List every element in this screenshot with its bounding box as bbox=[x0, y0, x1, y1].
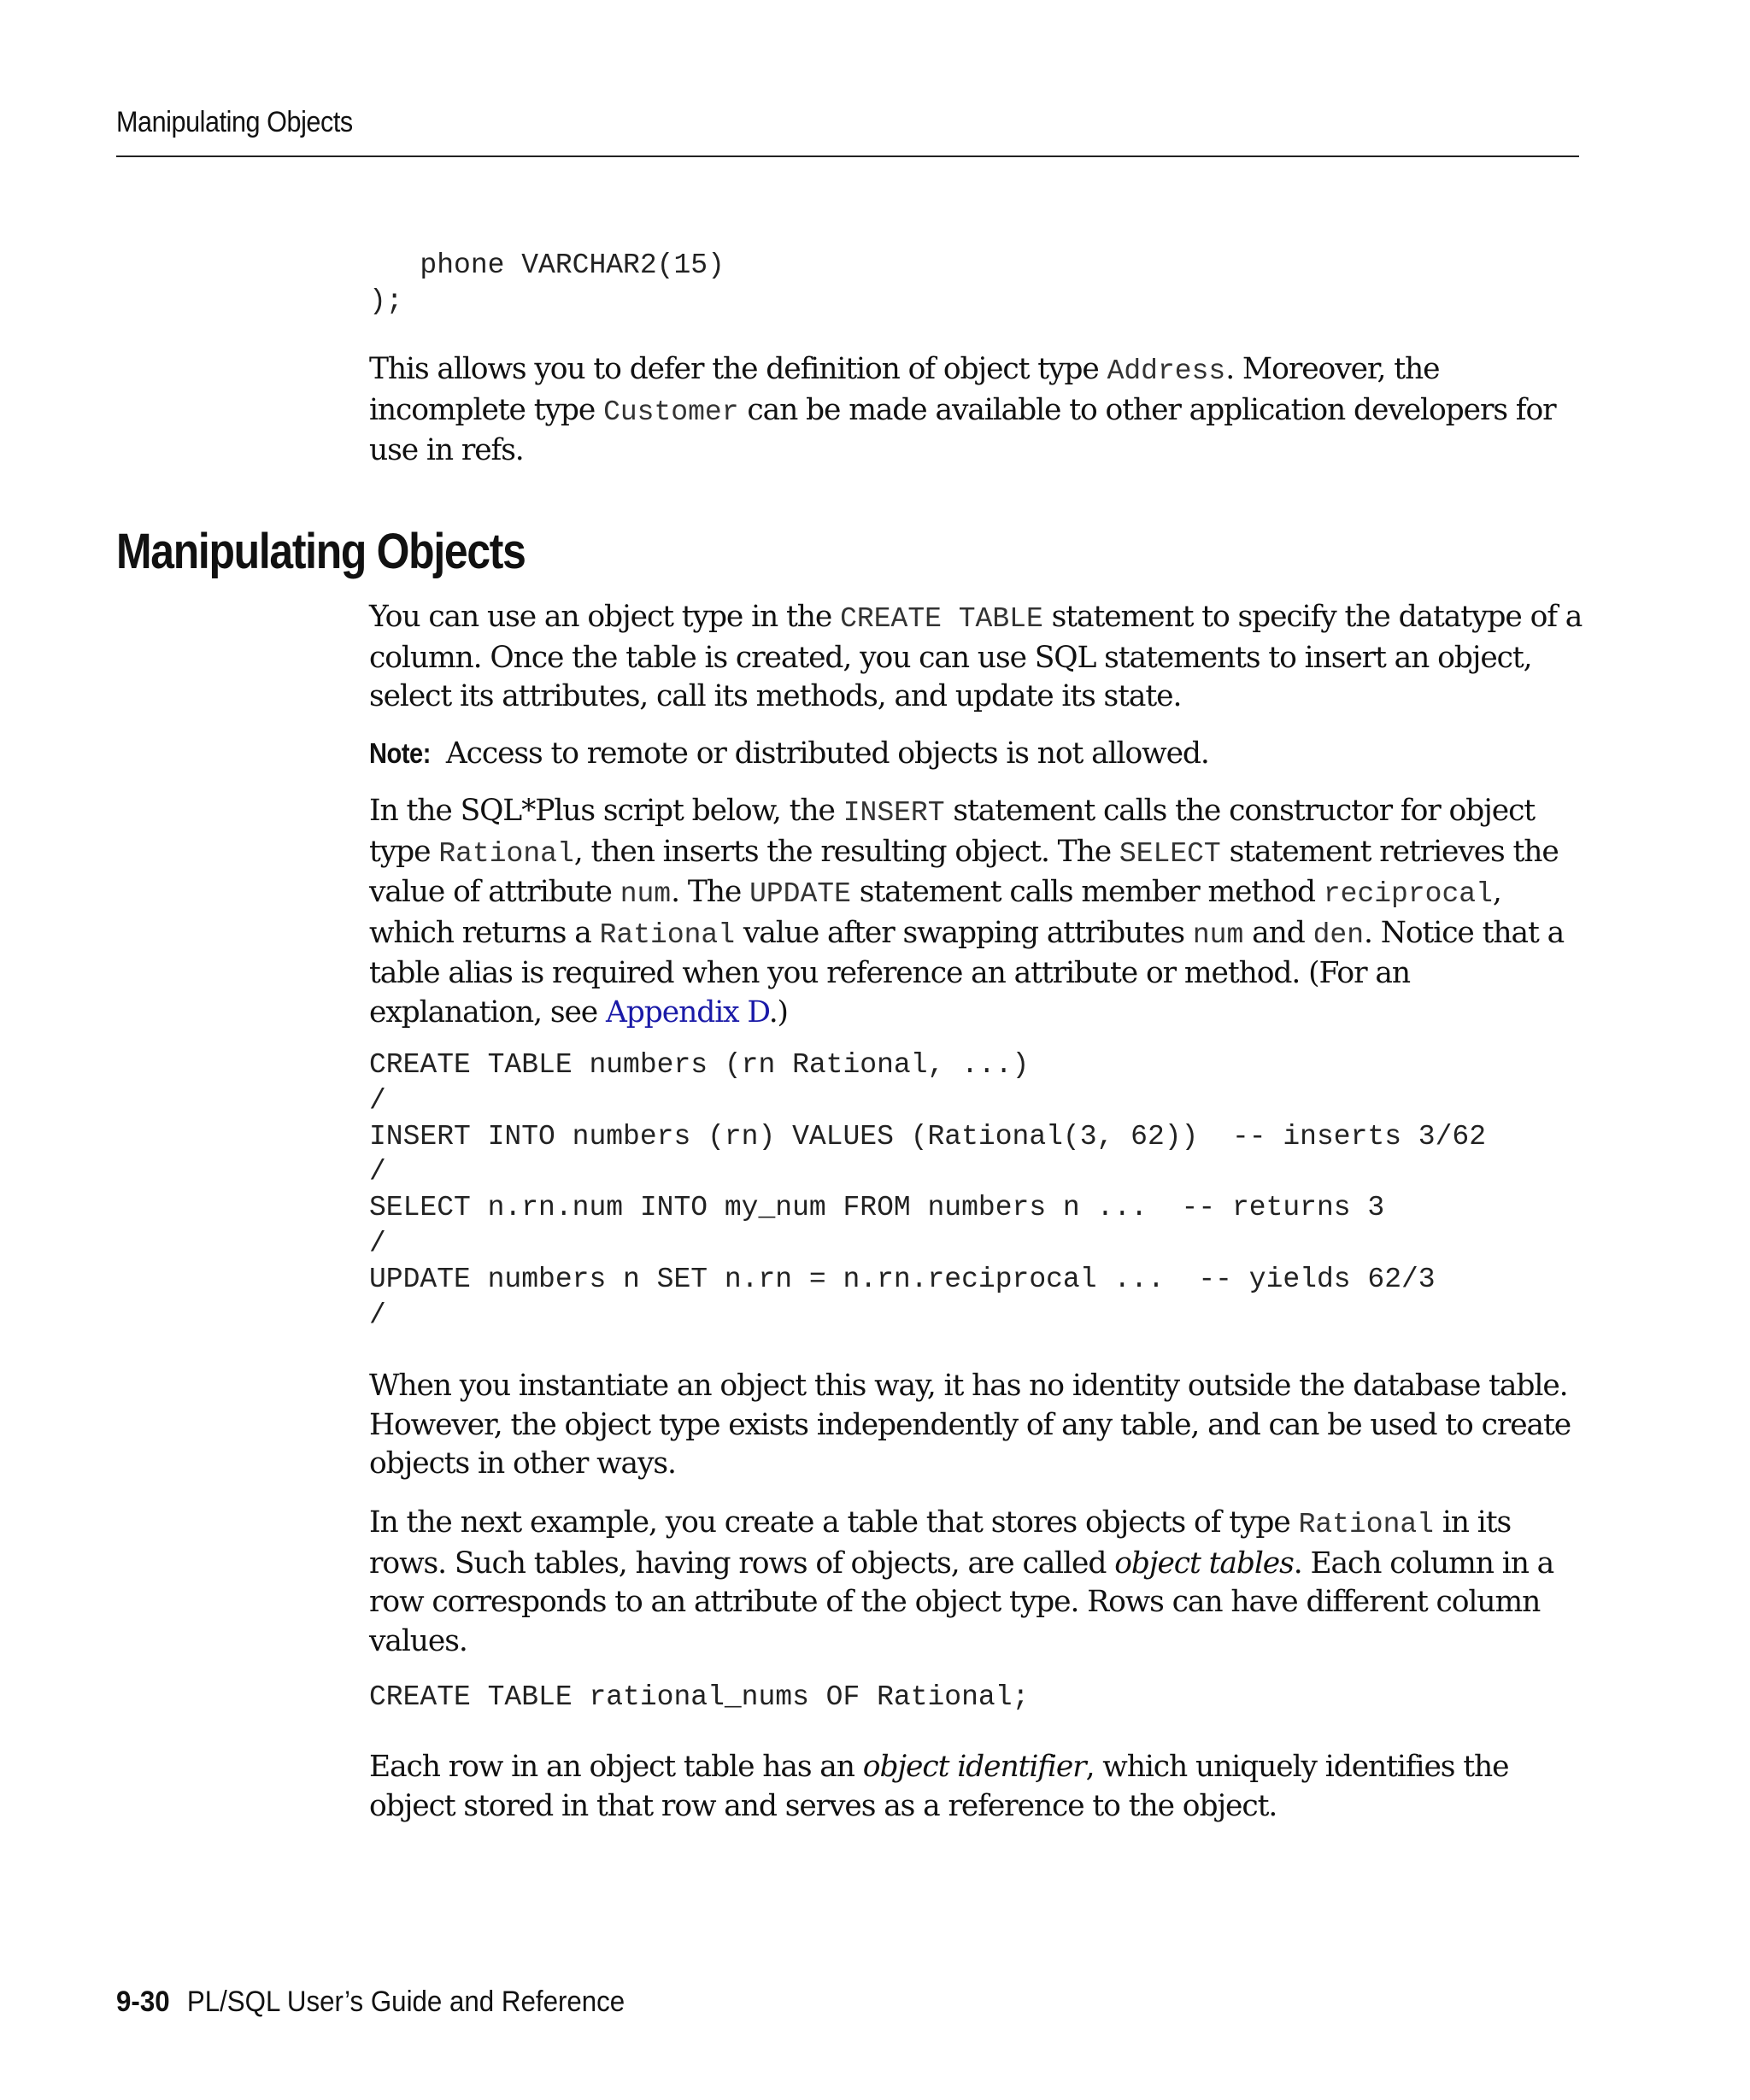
inline-code: Rational bbox=[599, 918, 736, 951]
section-heading: Manipulating Objects bbox=[116, 524, 526, 579]
emphasis-term: object tables bbox=[1114, 1546, 1294, 1581]
inline-code: Rational bbox=[438, 837, 574, 870]
inline-code: reciprocal bbox=[1323, 878, 1493, 910]
inline-code: num bbox=[1192, 918, 1244, 951]
inline-code: Customer bbox=[603, 396, 739, 428]
code-block-numbers-example: CREATE TABLE numbers (rn Rational, ...) / INSERT INTO numbers (rn) VALUES (Rational(3, 62)) -- inserts 3/62 / SELECT n.rn.num INTO my_num FROM numbers n ... -- returns 3 / UPDATE numbers n SET n.rn = n.rn.reciprocal ... -- yields 62/3 / bbox=[369, 1049, 1487, 1331]
paragraph-sqlplus-script: In the SQL*Plus script below, the INSERT statement calls the constructor for object type Rational, then inserts the resulting object. The SELECT statement retrieves the value of attribute num. The UPDATE statement calls member method reciprocal, which returns a Rational value after swapping attributes num and den. Notice that a table alias is required when you reference an attribute or method. (For an explanation, see Appendix D.) bbox=[369, 794, 1565, 1029]
emphasis-term: object identifier bbox=[862, 1750, 1086, 1784]
appendix-d-link[interactable]: Appendix D bbox=[605, 994, 769, 1029]
inline-code: INSERT bbox=[843, 797, 945, 829]
paragraph-create-table: You can use an object type in the CREATE TABLE statement to specify the datatype of a column. Once the table is created, you can use SQL statements to insert an object, select its attributes, call its methods, and update its state. bbox=[369, 600, 1583, 713]
page-number: 9-30 bbox=[116, 1986, 170, 2018]
inline-code: Rational bbox=[1298, 1509, 1434, 1540]
running-header: Manipulating Objects bbox=[116, 106, 353, 138]
note-text: Access to remote or distributed objects is not allowed. bbox=[445, 736, 1209, 771]
inline-code: UPDATE bbox=[749, 878, 851, 910]
code-block-object-table: CREATE TABLE rational_nums OF Rational; bbox=[369, 1681, 1030, 1713]
inline-code: SELECT bbox=[1119, 837, 1221, 870]
inline-code: num bbox=[620, 878, 672, 910]
book-title: PL/SQL User’s Guide and Reference bbox=[186, 1986, 625, 2018]
paragraph-object-tables: In the next example, you create a table that stores objects of type Rational in its rows. Such tables, having rows of objects, are called object tables. Each column in a row corresponds to an attribute of the object type. Rows can have different column values. bbox=[369, 1505, 1554, 1658]
code-block-type-end: phone VARCHAR2(15) ); bbox=[369, 249, 725, 317]
note bbox=[369, 734, 1583, 774]
inline-code: den bbox=[1312, 918, 1365, 951]
paragraph-object-identifier: Each row in an object table has an object identifier, which uniquely identifies the object stored in that row and serves as a reference to the object. bbox=[369, 1750, 1509, 1823]
inline-code: CREATE TABLE bbox=[840, 603, 1043, 635]
inline-code: Address bbox=[1107, 355, 1226, 387]
header-rule bbox=[116, 155, 1579, 157]
note-label: Note: bbox=[369, 737, 432, 769]
page-footer bbox=[116, 1986, 625, 2019]
paragraph-defer-definition: This allows you to defer the definition of object type Address. Moreover, the incomplete type Customer can be made available to other application developers for use in refs. bbox=[369, 352, 1556, 467]
paragraph-instantiate: When you instantiate an object this way, it has no identity outside the database table. However, the object type exists independently of any table, and can be used to create objects in other ways. bbox=[369, 1369, 1571, 1481]
